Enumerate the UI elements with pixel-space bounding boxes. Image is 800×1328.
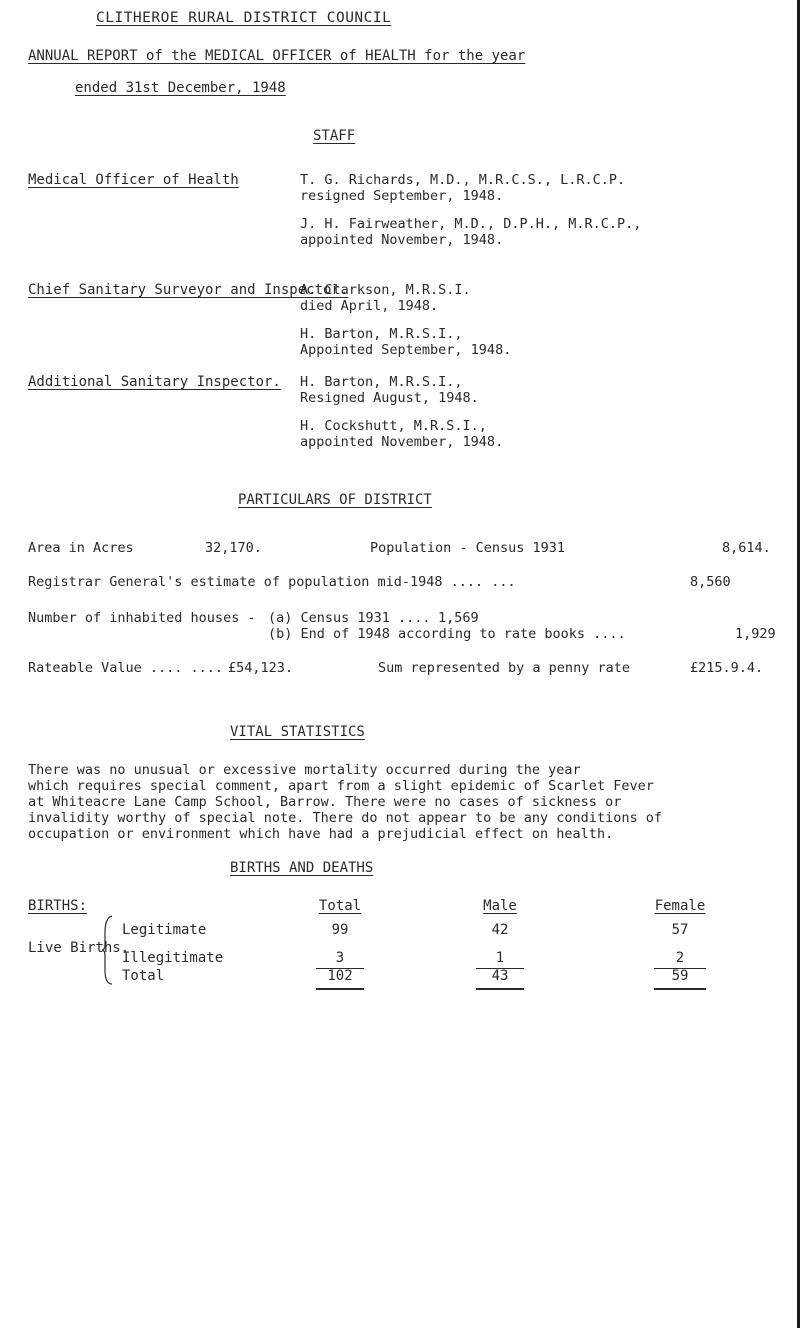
houses-end-1948-value: 1,929 [735,626,776,642]
moh-1-note: resigned September, 1948. [300,188,504,204]
row-legitimate-total: 99 [331,922,349,938]
row-legitimate-female: 57 [671,922,689,938]
vital-statistics-paragraph: There was no unusual or excessive mortality occurred during the year which requires special comment, apart from a slight epidemic of Scarlet Fever at Whiteacre Lane Camp School, Barrow. There were no cases of sickness or invalidity worthy of special note. There do not appear to be any conditions of occupation or environment which have had a prejudicial effect on health. [28,762,662,842]
add-2-name: H. Cockshutt, M.R.S.I., [300,418,487,434]
report-title: ANNUAL REPORT of the MEDICAL OFFICER of HEALTH for the year [28,48,526,64]
row-illegitimate-male: 1 [495,950,505,966]
rateable-value: £54,123. [228,660,294,676]
left-bracket-icon [102,914,114,986]
total-double-rule [316,988,364,990]
moh-1-name: T. G. Richards, M.D., M.R.C.S., L.R.C.P. [300,172,626,188]
chief-1-name: A. Clarkson, M.R.S.I. [300,282,471,298]
male-double-rule [476,988,524,990]
row-legitimate-label: Legitimate [122,922,207,938]
area-label: Area in Acres [28,540,134,556]
add-2-note: appointed November, 1948. [300,434,504,450]
population-value: 8,614. [722,540,771,556]
registrar-estimate-label: Registrar General's estimate of population mid-1948 .... ... [28,574,516,590]
row-total-female: 59 [671,968,689,984]
registrar-estimate-value: 8,560 [690,574,731,590]
penny-rate-value: £215.9.4. [690,660,764,676]
area-value: 32,170. [205,540,262,556]
particulars-heading: PARTICULARS OF DISTRICT [238,492,432,508]
population-label: Population - Census 1931 [370,540,566,556]
live-births-label: Live Births. [28,940,130,956]
chief-2-note: Appointed September, 1948. [300,342,512,358]
houses-end-1948: (b) End of 1948 according to rate books .... [268,626,626,642]
col-total-header: Total [318,898,362,914]
female-double-rule [654,988,706,990]
row-total-label: Total [122,968,165,984]
houses-label: Number of inhabited houses - [28,610,256,626]
row-illegitimate-female: 2 [675,950,685,966]
births-deaths-heading: BIRTHS AND DEATHS [230,860,374,876]
houses-census: (a) Census 1931 .... [268,610,431,626]
council-name: CLITHEROE RURAL DISTRICT COUNCIL [96,10,392,26]
houses-census-value: 1,569 [438,610,479,626]
col-male-header: Male [483,898,517,914]
row-total-male: 43 [491,968,509,984]
row-illegitimate-total: 3 [335,950,345,966]
add-1-name: H. Barton, M.R.S.I., [300,374,463,390]
additional-inspector-label: Additional Sanitary Inspector. [28,374,281,390]
chief-inspector-label: Chief Sanitary Surveyor and Inspector. [28,282,349,298]
report-period: ended 31st December, 1948 [75,80,286,96]
rateable-value-label: Rateable Value .... .... [28,660,224,676]
moh-label: Medical Officer of Health [28,172,239,188]
moh-2-note: appointed November, 1948. [300,232,504,248]
chief-1-note: died April, 1948. [300,298,439,314]
births-label: BIRTHS: [28,898,88,914]
moh-2-name: J. H. Fairweather, M.D., D.P.H., M.R.C.P., [300,216,642,232]
chief-2-name: H. Barton, M.R.S.I., [300,326,463,342]
add-1-note: Resigned August, 1948. [300,390,479,406]
vital-statistics-heading: VITAL STATISTICS [230,724,365,740]
staff-heading: STAFF [313,128,356,144]
penny-rate-label: Sum represented by a penny rate [378,660,630,676]
row-illegitimate-label: Illegitimate [122,950,224,966]
row-total-total: 102 [327,968,353,984]
row-legitimate-male: 42 [491,922,509,938]
col-female-header: Female [654,898,706,914]
